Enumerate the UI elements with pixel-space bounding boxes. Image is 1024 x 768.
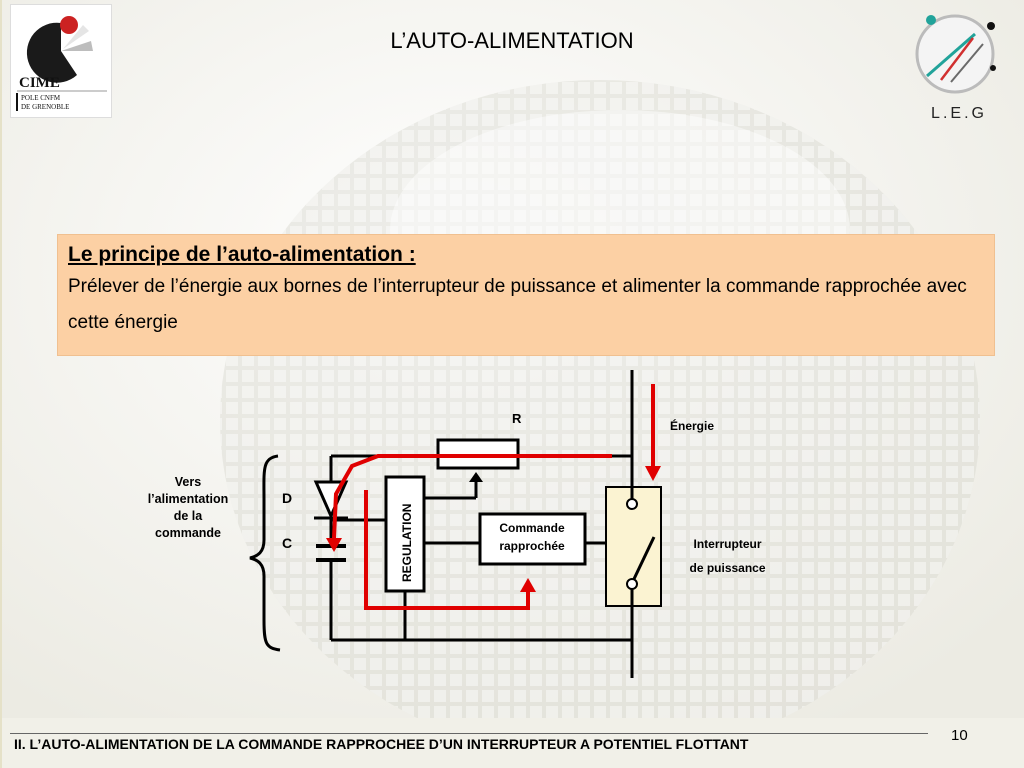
supply-label bbox=[130, 474, 246, 542]
power-switch-label bbox=[670, 532, 785, 580]
supply-brace bbox=[250, 456, 280, 650]
supply-label-line2: l’alimentation bbox=[147, 492, 229, 506]
cime-line2: DE GRENOBLE bbox=[21, 103, 70, 111]
power-switch-label-line2: de puissance bbox=[689, 561, 766, 575]
diode-label: D bbox=[282, 490, 293, 506]
energy-label: Énergie bbox=[670, 419, 715, 433]
footer-section-title: II. L’AUTO-ALIMENTATION DE LA COMMANDE RAPPROCHEE D’UN INTERRUPTEUR A POTENTIEL FLOTTANT bbox=[14, 736, 749, 752]
page-number: 10 bbox=[951, 727, 968, 744]
capacitor-label: C bbox=[282, 535, 293, 551]
cime-line1: POLE CNFM bbox=[21, 94, 61, 102]
cime-wordmark: CIME bbox=[19, 75, 60, 91]
principle-text: Prélever de l’énergie aux bornes de l’interrupteur de puissance et alimenter la commande rapprochée avec cette énergie bbox=[68, 276, 967, 333]
slide-title: L’AUTO-ALIMENTATION bbox=[390, 28, 634, 53]
principle-heading: Le principe de l’auto-alimentation : bbox=[68, 243, 416, 266]
supply-label-line4: commande bbox=[155, 526, 221, 540]
leg-wordmark: L.E.G bbox=[931, 105, 987, 120]
footer-rule bbox=[10, 733, 928, 734]
supply-label-line1: Vers bbox=[174, 475, 202, 489]
power-switch-label-line1: Interrupteur bbox=[693, 537, 762, 551]
resistor-label: R bbox=[512, 411, 522, 426]
close-control-label-line2: rapprochée bbox=[499, 539, 565, 553]
regulation-label: REGULATION bbox=[400, 503, 414, 582]
resistor-wiper-arrow bbox=[469, 472, 483, 482]
close-control-label-line1: Commande bbox=[499, 521, 565, 535]
supply-label-line3: de la bbox=[173, 509, 203, 523]
